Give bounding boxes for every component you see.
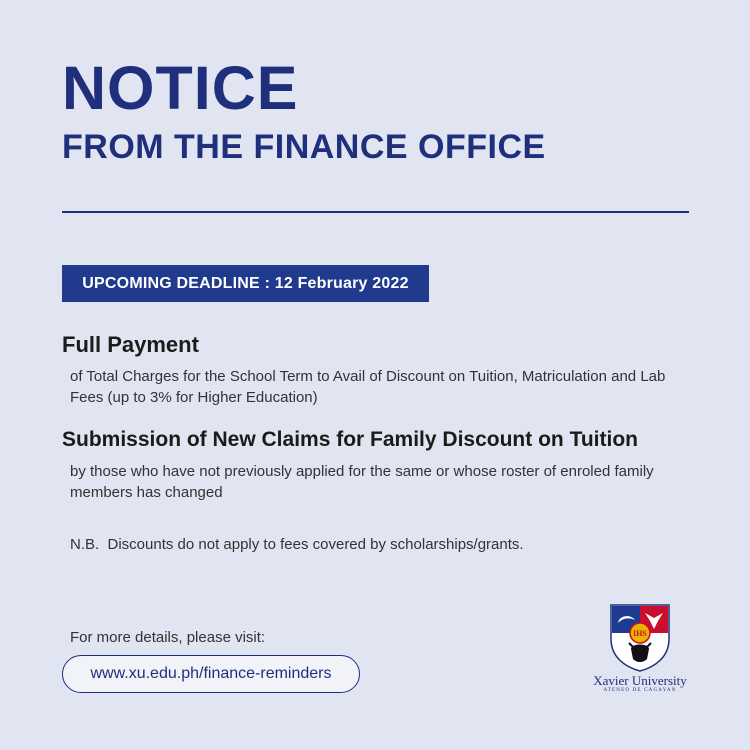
notice-subtitle: FROM THE FINANCE OFFICE	[62, 128, 546, 166]
item-text-family-discount: by those who have not previously applied for the same or whose roster of enroled family members has changed	[70, 463, 654, 501]
deadline-banner: UPCOMING DEADLINE : 12 February 2022	[62, 265, 429, 302]
item-heading-family-discount: Submission of New Claims for Family Discount on Tuition	[62, 428, 638, 451]
ihs-monogram: IHS	[633, 629, 647, 638]
shield-crest-icon	[609, 603, 671, 673]
logo-name: Xavier University	[593, 673, 687, 688]
divider	[62, 211, 689, 213]
finance-reminders-link[interactable]: www.xu.edu.ph/finance-reminders	[62, 655, 360, 693]
more-details-text: For more details, please visit:	[70, 629, 266, 646]
item-heading-full-payment: Full Payment	[62, 332, 199, 357]
item-text-full-payment: of Total Charges for the School Term to Avail of Discount on Tuition, Matriculation and Lab Fees (up to 3% for Higher Education)	[70, 368, 666, 406]
note-text: N.B. Discounts do not apply to fees covered by scholarships/grants.	[70, 536, 524, 553]
notice-title: NOTICE	[62, 54, 299, 122]
xavier-university-logo	[585, 603, 695, 693]
logo-tagline: ATENEO DE CAGAYAN	[603, 688, 677, 693]
